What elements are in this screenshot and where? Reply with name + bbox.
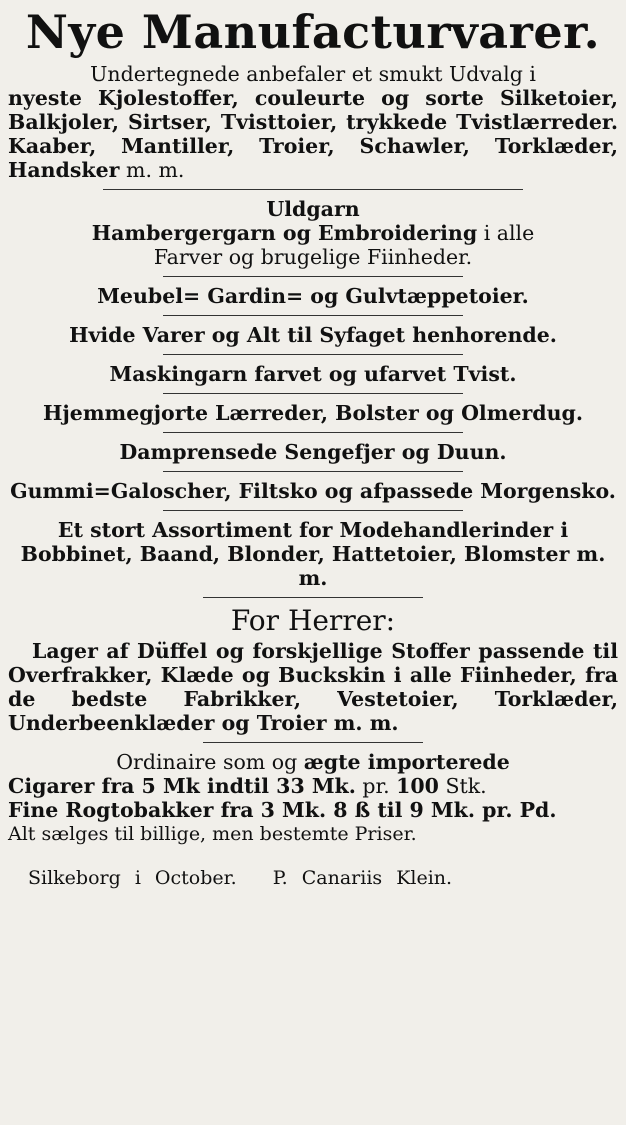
section-assortiment	[8, 518, 618, 590]
divider	[103, 189, 523, 190]
section-text: Hvide Varer og Alt til Syfaget henhorende.	[69, 323, 557, 347]
section-note: i alle	[477, 221, 535, 245]
cigar-line-2	[8, 774, 618, 798]
cigar-per: pr.	[355, 774, 397, 798]
section-text: Et stort Assortiment for Modehandlerinder i Bobbinet, Baand, Blonder, Hattetoier, Blomster m. m.	[20, 518, 606, 590]
cigar-price: Cigarer fra 5 Mk indtil 33 Mk.	[8, 774, 356, 798]
section-note: Farver og brugelige Fiinheder.	[153, 245, 473, 269]
divider	[163, 354, 463, 355]
section-text: Gummi=Galoscher, Filtsko og afpassede Morgensko.	[10, 479, 616, 503]
section-hvide-varer	[8, 323, 618, 347]
cigar-count: 100	[396, 774, 439, 798]
signature-line	[8, 865, 618, 891]
section-text: Damprensede Sengefjer og Duun.	[119, 440, 507, 464]
herrer-text: Lager af Düffel og forskjellige Stoffer passende til Overfrakker, Klæde og Buckskin i alle Fiinheder, fra de bedste Fabrikker, Vestetoier, Torklæder, Underbeenklæder og Troier m. m.	[8, 639, 618, 735]
closing-line: Alt sælges til billige, men bestemte Priser.	[8, 823, 417, 845]
intro-items: nyeste Kjolestoffer, couleurte og sorte Silketoier, Balkjoler, Sirtser, Tvisttoier, trykkede Tvistlærreder. Kaaber, Mantiller, Troier, Schawler, Torklæder, Handsker	[8, 86, 618, 182]
divider	[163, 432, 463, 433]
tobacco-line	[8, 798, 618, 822]
section-text: Uldgarn	[266, 197, 360, 221]
section-damprensede	[8, 440, 618, 464]
herrer-paragraph	[8, 639, 618, 735]
section-text: Meubel= Gardin= og Gulvtæppetoier.	[97, 284, 529, 308]
section-hjemmegjorte	[8, 401, 618, 425]
section-farver	[8, 245, 618, 269]
intro-paragraph	[8, 62, 618, 182]
section-text: Maskingarn farvet og ufarvet Tvist.	[109, 362, 517, 386]
section-text: Hambergergarn og Embroidering	[91, 221, 478, 245]
divider	[163, 510, 463, 511]
cigar-unit: Stk.	[438, 774, 487, 798]
section-meubel	[8, 284, 618, 308]
section-maskingarn	[8, 362, 618, 386]
divider	[163, 471, 463, 472]
ad-title: Nye Manufacturvarer.	[25, 5, 601, 59]
divider	[203, 597, 423, 598]
divider	[163, 315, 463, 316]
cigar-bold: ægte importerede	[303, 750, 510, 774]
cigar-note: Ordinaire som og	[116, 750, 304, 774]
divider	[163, 393, 463, 394]
section-gummi	[8, 479, 618, 503]
signature: P. Canariis Klein.	[272, 867, 453, 889]
tobacco-text: Fine Rogtobakker fra 3 Mk. 8 ß til 9 Mk. pr. Pd.	[8, 798, 557, 822]
place-date: Silkeborg i October.	[28, 867, 237, 889]
section-text: Hjemmegjorte Lærreder, Bolster og Olmerdug.	[43, 401, 583, 425]
cigar-line-1	[8, 750, 618, 774]
intro-lead: Undertegnede anbefaler et smukt Udvalg i	[90, 62, 536, 86]
divider	[203, 742, 423, 743]
section-uldgarn	[8, 197, 618, 221]
intro-tail: m. m.	[126, 158, 185, 182]
herrer-heading: For Herrer:	[230, 604, 396, 637]
divider	[163, 276, 463, 277]
section-hambergergarn	[8, 221, 618, 245]
